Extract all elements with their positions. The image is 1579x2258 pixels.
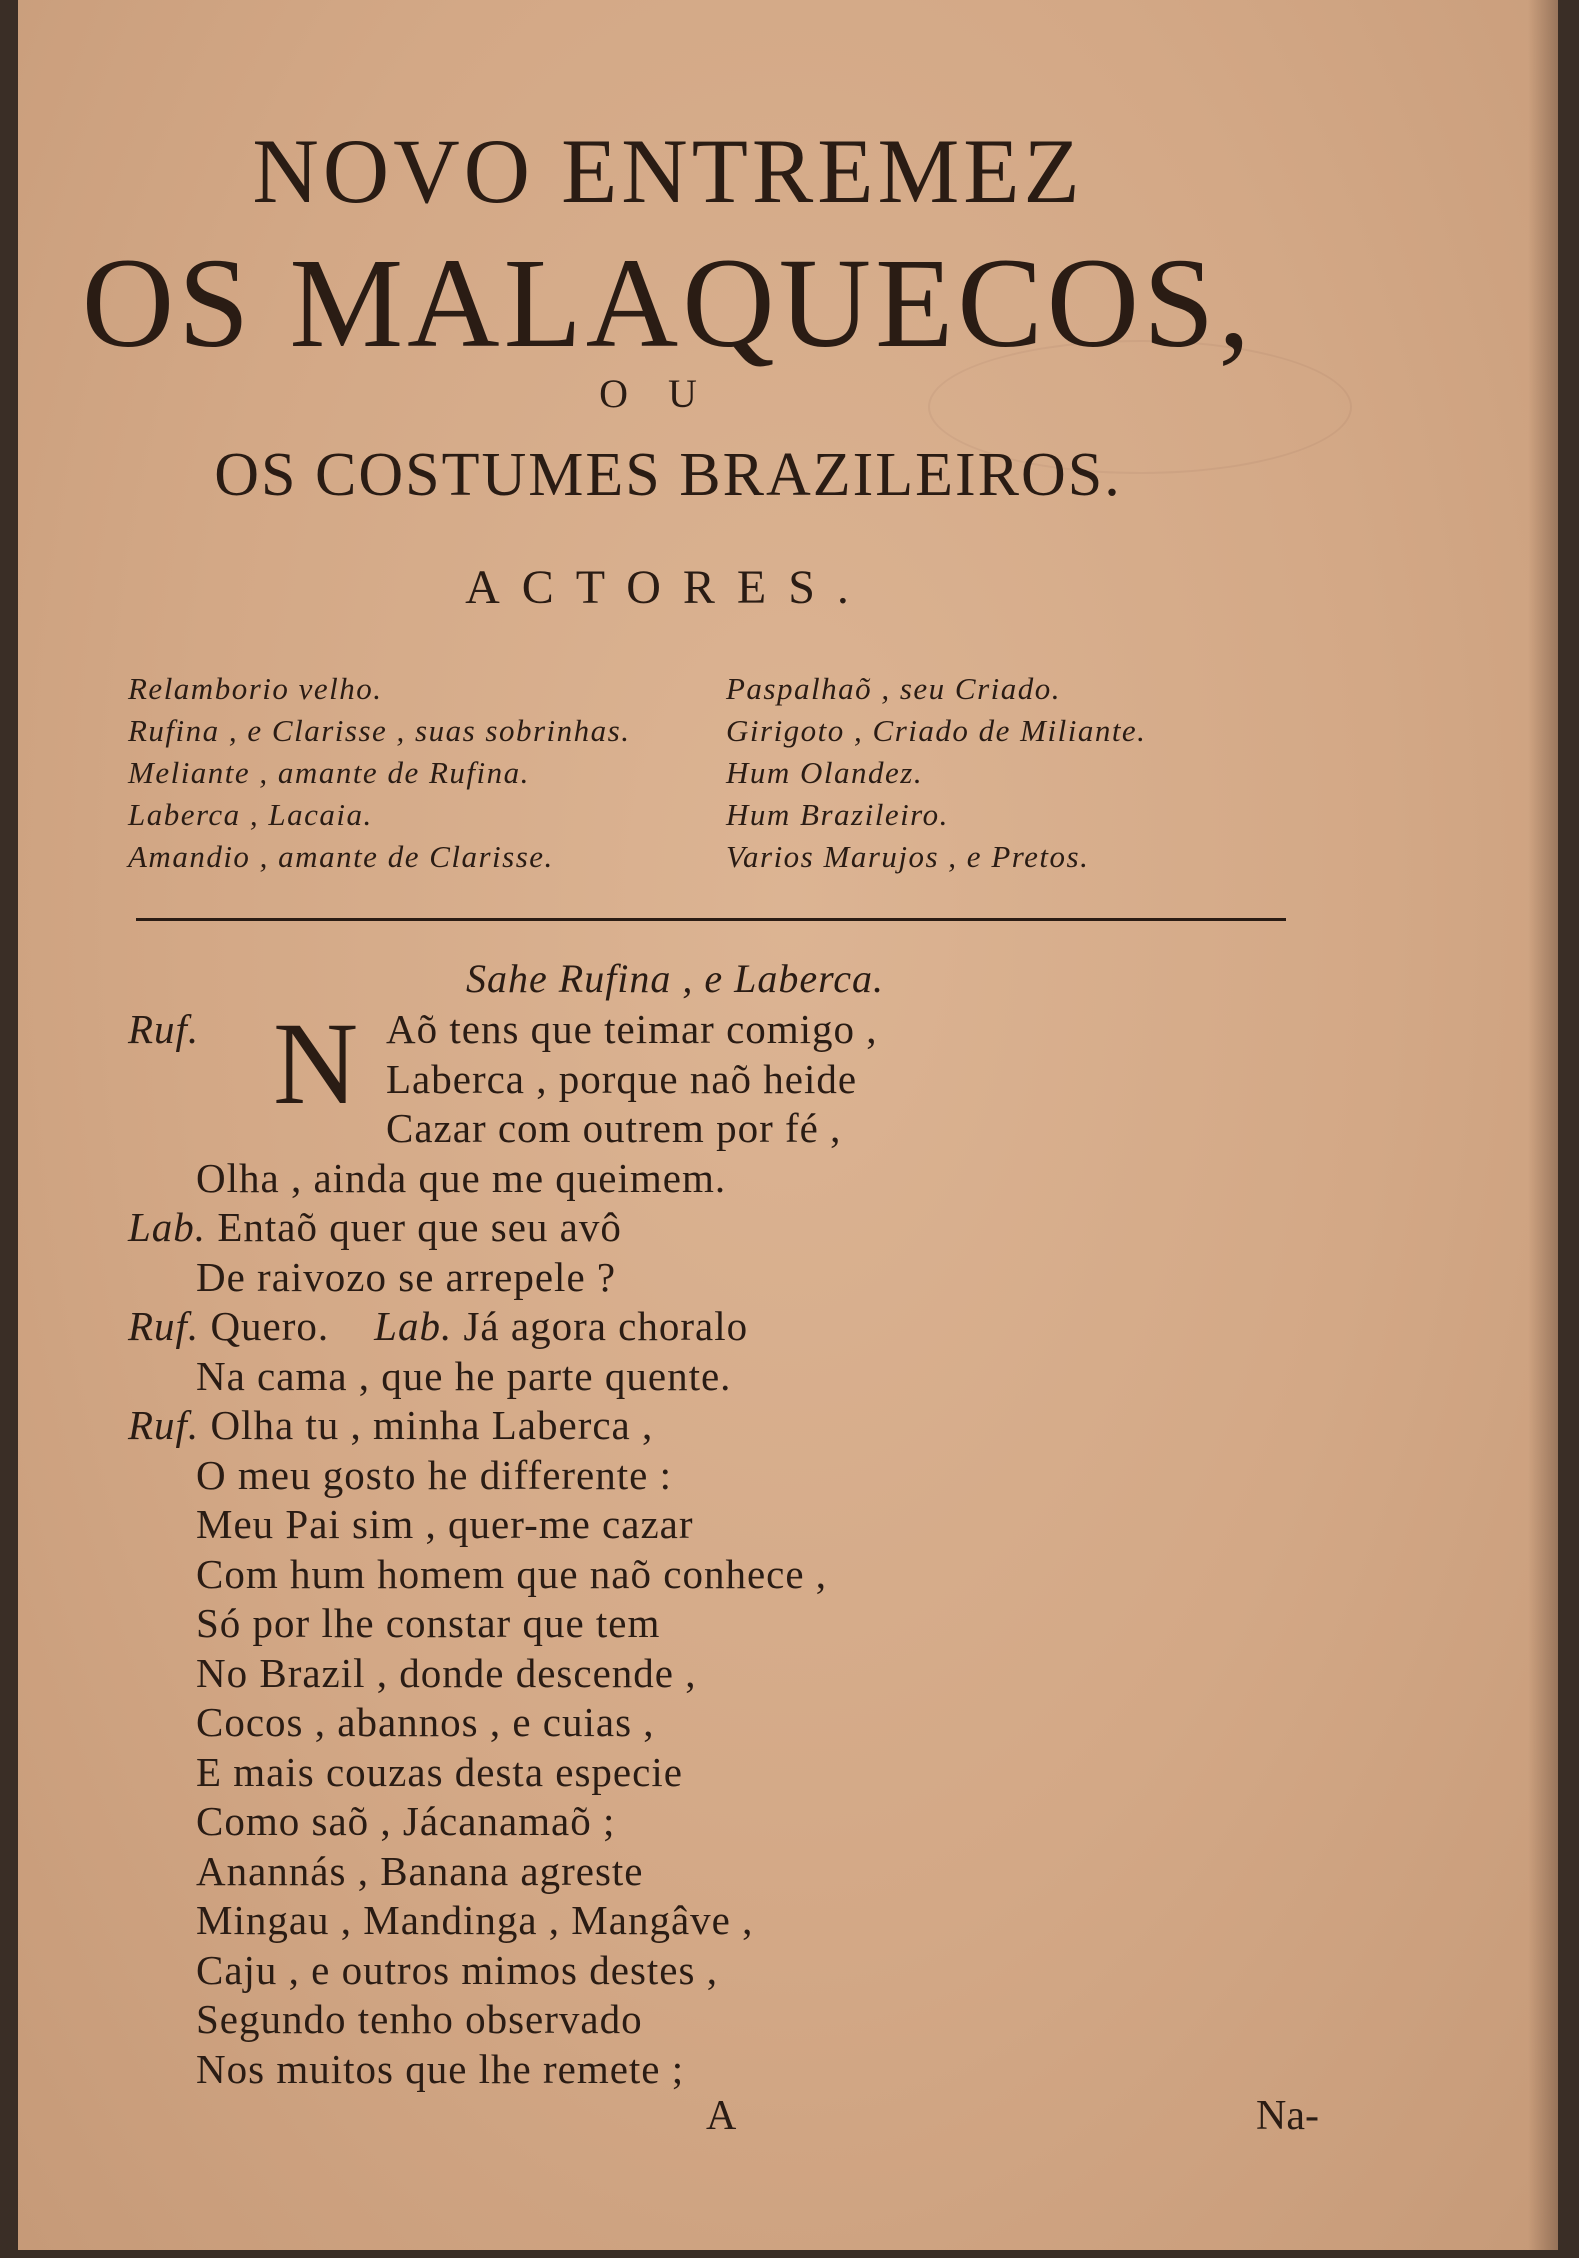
cast-item: Meliante , amante de Rufina. xyxy=(128,755,530,790)
verse-line: Meu Pai sim , quer-me cazar xyxy=(196,1501,694,1547)
cast-item: Girigoto , Criado de Miliante. xyxy=(726,713,1147,748)
verse-line: Laberca , porque naõ heide xyxy=(386,1055,858,1102)
verse-line: Mingau , Mandinga , Mangâve , xyxy=(196,1897,754,1943)
speaker-label: Lab. xyxy=(128,1204,207,1250)
verse-line: Anannás , Banana agreste xyxy=(196,1847,644,1894)
title-line-2: OS MALAQUECOS, xyxy=(81,232,1255,374)
verse-text: Aõ tens que teimar comigo , xyxy=(386,1006,878,1052)
cast-item: Amandio , amante de Clarisse. xyxy=(128,839,554,874)
verse-line: Só por lhe constar que tem xyxy=(196,1600,661,1646)
verse-line: Cazar com outrem por fé , xyxy=(386,1105,842,1151)
verse-line: Na cama , que he parte quente. xyxy=(196,1352,732,1399)
speaker-label: Ruf. xyxy=(128,1402,200,1448)
dialogue-block xyxy=(128,998,1228,2094)
verse-line: De raivozo se arrepele ? xyxy=(196,1253,617,1300)
cast-item: Rufina , e Clarisse , suas sobrinhas. xyxy=(128,713,631,748)
verse-line: Com hum homem que naõ conhece , xyxy=(196,1550,828,1597)
verse-line xyxy=(128,1203,1228,1253)
cast-item: Hum Brazileiro. xyxy=(726,797,949,832)
verse-line: Segundo tenho observado xyxy=(196,1996,643,2042)
verse-text: Quero. xyxy=(210,1303,330,1349)
catchword: Na- xyxy=(1256,2093,1319,2139)
title-line-1: NOVO ENTREMEZ xyxy=(252,120,1084,222)
verse-line xyxy=(128,1401,1228,1451)
speaker-label: Lab. xyxy=(374,1303,453,1349)
title-ou: OU xyxy=(599,371,737,416)
drop-cap: N xyxy=(273,998,360,1129)
verse-line: O meu gosto he differente : xyxy=(196,1451,672,1498)
cast-list-right xyxy=(726,668,1146,878)
verse-line: Cocos , abannos , e cuias , xyxy=(196,1699,655,1745)
verse-line xyxy=(128,1302,1228,1352)
cast-list-left xyxy=(128,668,630,878)
verse-text: Já agora choralo xyxy=(463,1303,749,1349)
speaker-label: Ruf. xyxy=(128,1303,200,1349)
verse-line: Como saõ , Jácanamaõ ; xyxy=(196,1798,616,1844)
cast-item: Laberca , Lacaia. xyxy=(128,797,373,832)
verse-line: No Brazil , donde descende , xyxy=(196,1649,697,1696)
book-page xyxy=(18,0,1558,2250)
title-line-3: OS COSTUMES BRAZILEIROS. xyxy=(214,441,1122,509)
cast-item: Hum Olandez. xyxy=(726,755,924,790)
cast-item: Paspalhaõ , seu Criado. xyxy=(726,671,1062,706)
stage-direction: Sahe Rufina , e Laberca. xyxy=(466,956,885,1001)
cast-item: Relamborio velho. xyxy=(128,671,383,706)
verse-line: Nos muitos que lhe remete ; xyxy=(196,2045,685,2092)
verse-line: E mais couzas desta especie xyxy=(196,1748,683,1795)
verse-text: Entaõ quer que seu avô xyxy=(217,1204,622,1250)
horizontal-rule xyxy=(136,918,1286,921)
verse-line: Caju , e outros mimos destes , xyxy=(196,1946,718,1993)
actores-heading: ACTORES. xyxy=(465,561,871,614)
signature-mark: A xyxy=(706,2093,737,2139)
speaker-label: Ruf. xyxy=(128,1006,200,1052)
verse-text: Olha tu , minha Laberca , xyxy=(210,1402,654,1448)
cast-item: Varios Marujos , e Pretos. xyxy=(726,839,1090,874)
verse-line: Olha , ainda que me queimem. xyxy=(196,1154,727,1201)
